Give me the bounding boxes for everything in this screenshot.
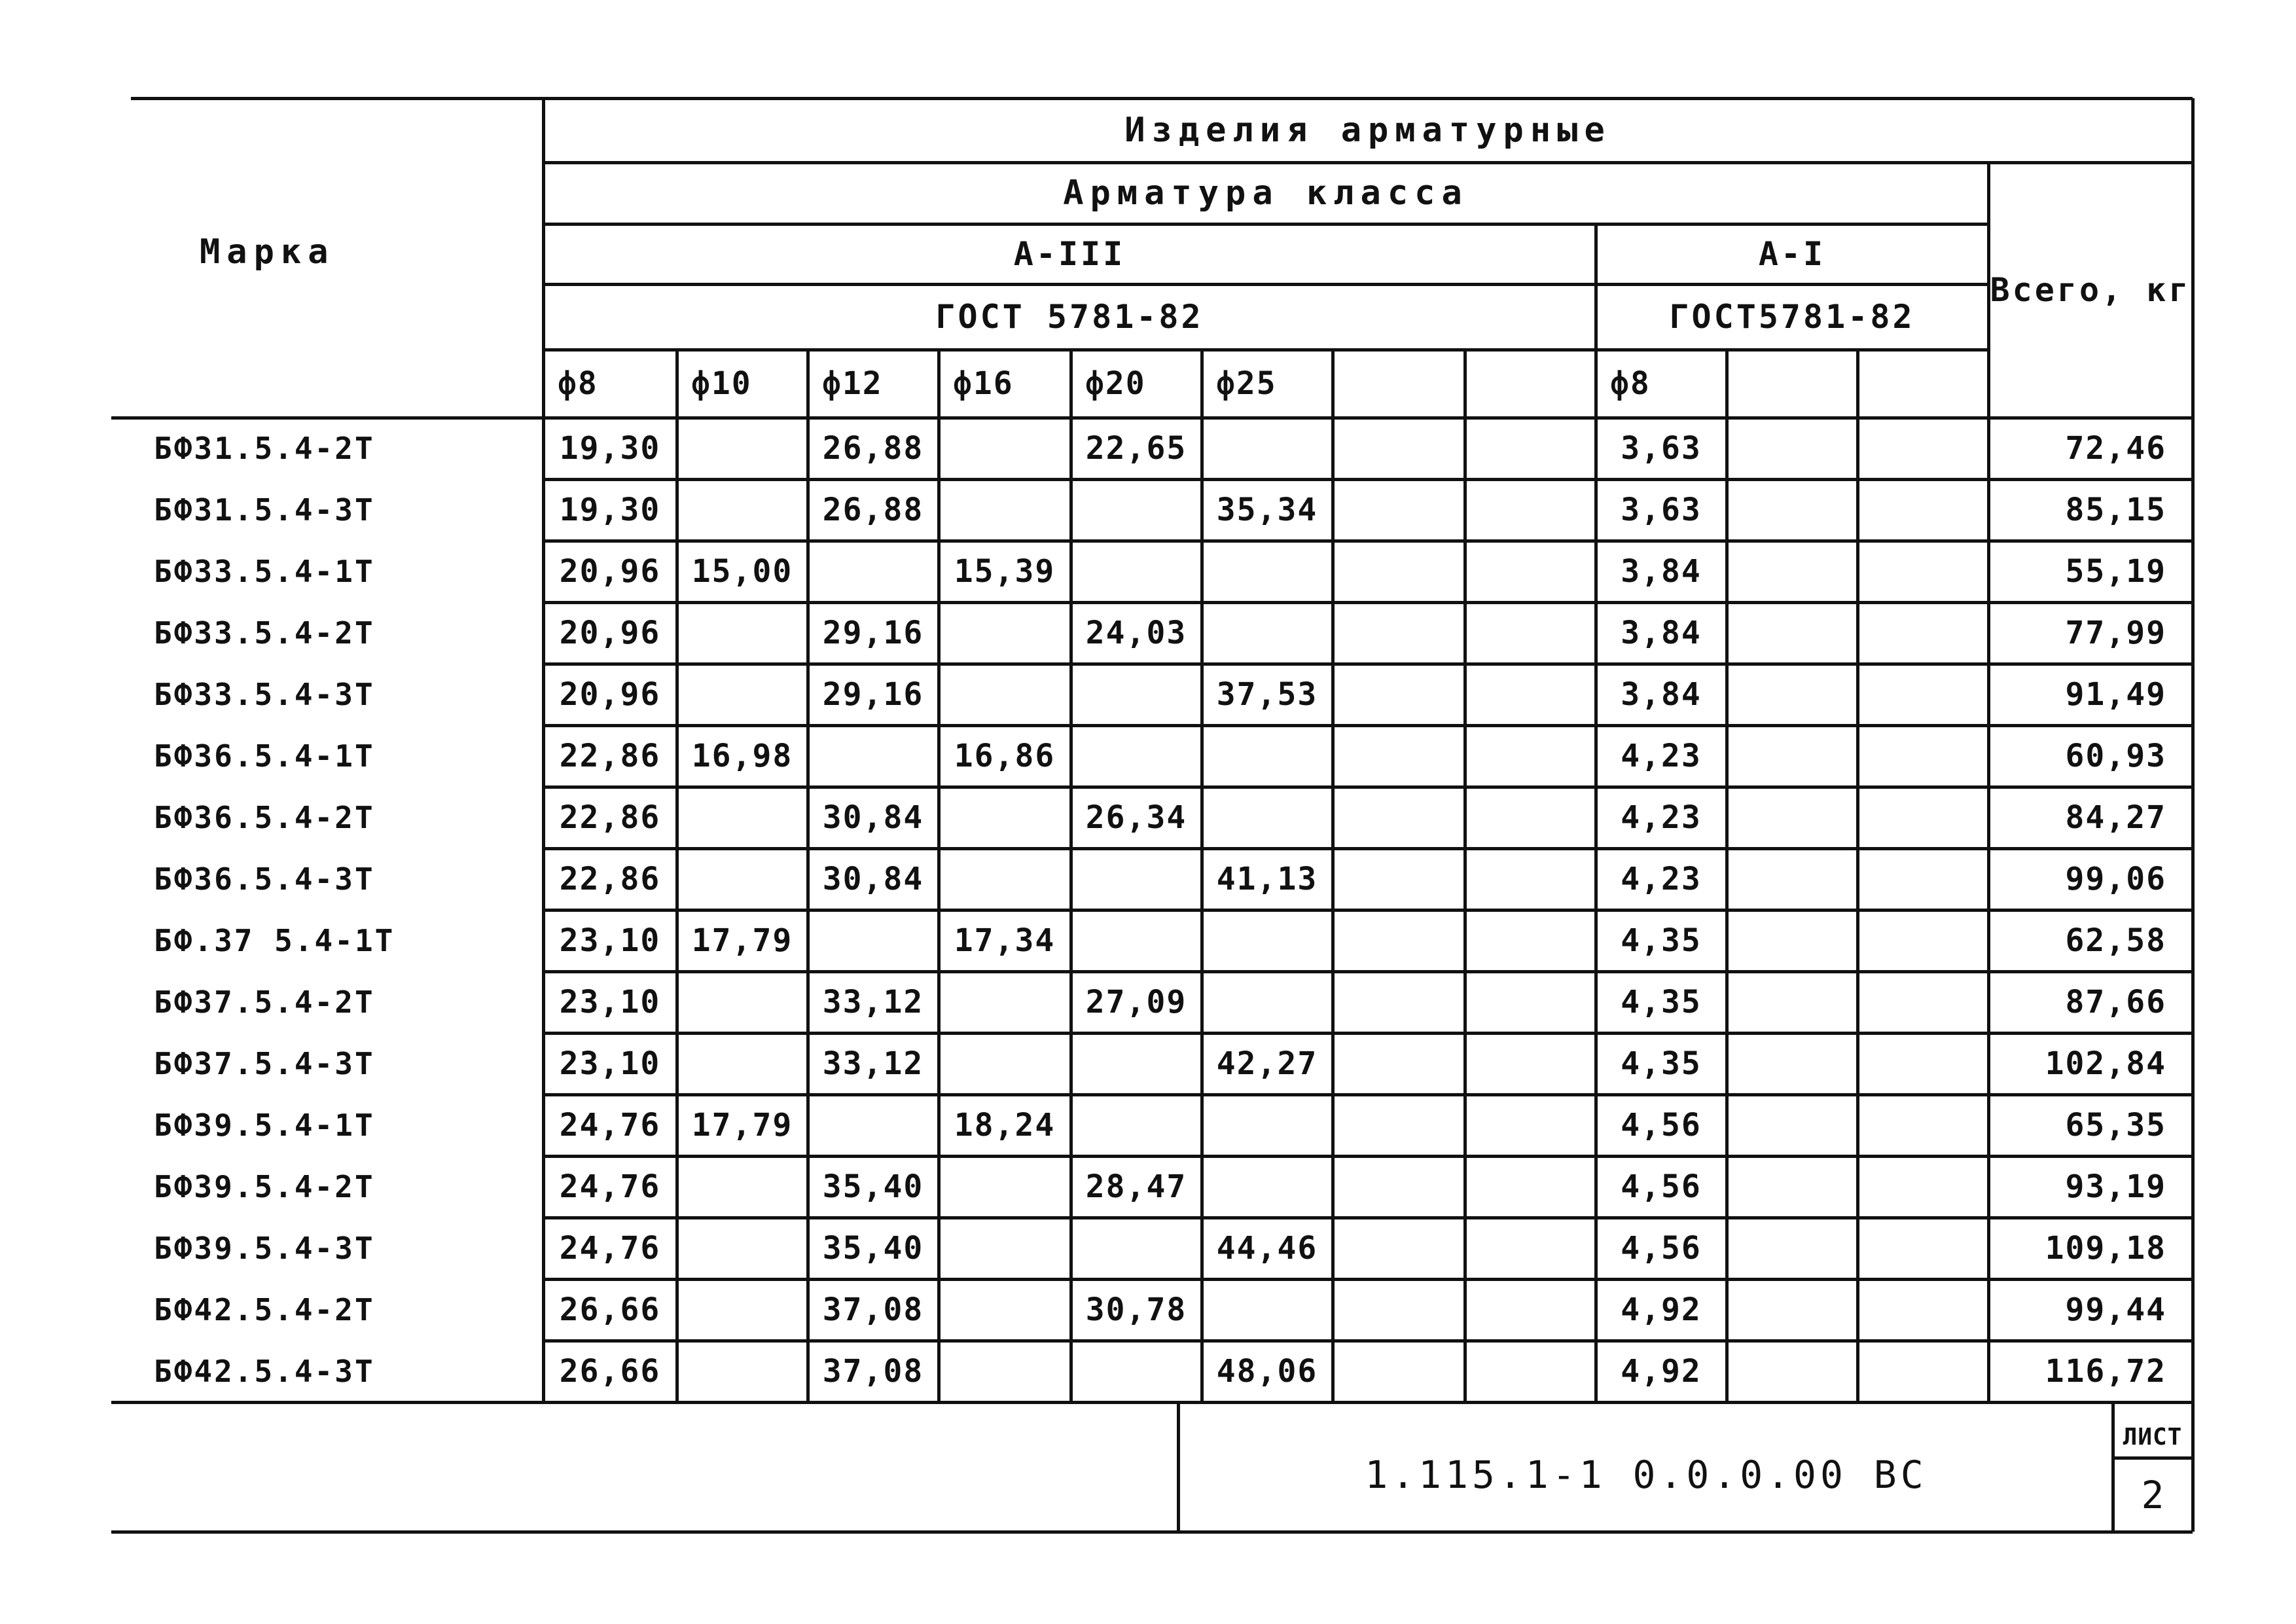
row-value	[1857, 1094, 1988, 1156]
row-total: 109,18	[2045, 1230, 2166, 1267]
row-value: 4,56	[1621, 1168, 1702, 1205]
row-value	[1857, 848, 1988, 910]
row-value: 18,24	[954, 1107, 1056, 1144]
row-value	[677, 1218, 808, 1279]
total-header: Всего, кг	[1990, 271, 2191, 309]
row-value	[1857, 664, 1988, 725]
row-value	[1465, 848, 1596, 910]
row-value: 29,16	[822, 615, 924, 651]
row-value	[1465, 602, 1596, 664]
row-value: 48,06	[1216, 1353, 1318, 1390]
row-value	[1202, 971, 1333, 1033]
row-value	[939, 1279, 1071, 1341]
row-mark: БФ.37 5.4-1Т	[154, 923, 395, 958]
row-value: 3,63	[1621, 492, 1702, 528]
row-value: 23,10	[559, 1045, 661, 1082]
row-value: 3,63	[1621, 430, 1702, 467]
row-value: 22,86	[559, 799, 661, 836]
row-value	[1333, 479, 1465, 541]
row-value	[1727, 1094, 1857, 1156]
row-value	[1727, 1279, 1857, 1341]
row-value	[1857, 910, 1988, 971]
row-value	[939, 1156, 1071, 1218]
row-value: 17,34	[954, 922, 1056, 959]
row-value	[677, 1033, 808, 1094]
row-value	[939, 1218, 1071, 1279]
row-value	[1333, 602, 1465, 664]
row-value: 4,35	[1621, 922, 1702, 959]
products-header: Изделия арматурные	[1124, 111, 1611, 150]
row-value	[1857, 725, 1988, 787]
row-value: 3,84	[1621, 676, 1702, 713]
row-value: 4,23	[1621, 738, 1702, 774]
row-value	[1465, 479, 1596, 541]
diameter-header: ф8	[558, 365, 598, 402]
row-value	[1857, 1341, 1988, 1402]
row-value	[1465, 787, 1596, 848]
row-value	[1465, 725, 1596, 787]
row-value	[1727, 848, 1857, 910]
row-value	[808, 541, 939, 602]
row-value	[939, 971, 1071, 1033]
document-code: 1.115.1-1 0.0.0.00 ВС	[1365, 1452, 1928, 1497]
row-mark: БФ42.5.4-3Т	[154, 1354, 375, 1389]
diameter-header: ф25	[1216, 365, 1277, 402]
row-value: 15,39	[954, 553, 1056, 590]
row-value	[1202, 1279, 1333, 1341]
row-value: 22,65	[1085, 430, 1187, 467]
row-value	[1727, 787, 1857, 848]
row-value: 4,92	[1621, 1353, 1702, 1390]
row-value: 4,23	[1621, 861, 1702, 897]
rebar-class-header: Арматура класса	[1063, 173, 1469, 213]
row-value	[808, 910, 939, 971]
row-value: 19,30	[559, 492, 661, 528]
row-value	[1333, 910, 1465, 971]
row-value: 30,84	[822, 799, 924, 836]
row-value	[1071, 848, 1202, 910]
row-mark: БФ31.5.4-3Т	[154, 492, 375, 528]
row-mark: БФ39.5.4-1Т	[154, 1108, 375, 1143]
row-total: 60,93	[2065, 738, 2166, 774]
row-value	[1465, 1341, 1596, 1402]
row-value: 33,12	[822, 1045, 924, 1082]
row-value: 33,12	[822, 984, 924, 1020]
row-value: 35,40	[822, 1168, 924, 1205]
row-value	[939, 1341, 1071, 1402]
row-value: 17,79	[691, 922, 793, 959]
row-value	[1071, 1218, 1202, 1279]
row-value	[1333, 787, 1465, 848]
row-value	[1727, 1218, 1857, 1279]
row-mark: БФ36.5.4-3Т	[154, 861, 375, 897]
row-value	[1333, 848, 1465, 910]
row-value: 24,76	[559, 1107, 661, 1144]
diameter-header: ф16	[953, 365, 1014, 402]
row-value	[1727, 602, 1857, 664]
row-value	[939, 848, 1071, 910]
row-value	[1727, 479, 1857, 541]
row-value: 19,30	[559, 430, 661, 467]
row-value	[1202, 602, 1333, 664]
row-value: 23,10	[559, 984, 661, 1020]
row-total: 87,66	[2065, 984, 2166, 1020]
row-value: 16,98	[691, 738, 793, 774]
row-value	[1071, 1341, 1202, 1402]
row-mark: БФ31.5.4-2Т	[154, 431, 375, 466]
row-value	[1465, 1156, 1596, 1218]
row-value	[677, 664, 808, 725]
row-value: 30,84	[822, 861, 924, 897]
row-value	[1202, 541, 1333, 602]
row-value	[1202, 787, 1333, 848]
row-total: 55,19	[2065, 553, 2166, 590]
row-value: 41,13	[1216, 861, 1318, 897]
row-value	[1071, 910, 1202, 971]
row-value	[1202, 1094, 1333, 1156]
row-value	[1465, 971, 1596, 1033]
row-mark: БФ39.5.4-3Т	[154, 1231, 375, 1266]
sheet-label: ЛИСТ	[2123, 1424, 2183, 1451]
row-value: 23,10	[559, 922, 661, 959]
row-value	[939, 787, 1071, 848]
row-value	[1465, 1218, 1596, 1279]
row-value	[677, 479, 808, 541]
row-value	[1333, 1341, 1465, 1402]
row-total: 72,46	[2065, 430, 2166, 467]
row-value: 30,78	[1085, 1291, 1187, 1328]
row-value: 26,66	[559, 1291, 661, 1328]
row-value: 27,09	[1085, 984, 1187, 1020]
row-total: 93,19	[2065, 1168, 2166, 1205]
row-mark: БФ37.5.4-2Т	[154, 984, 375, 1020]
row-value	[1333, 664, 1465, 725]
row-value	[1465, 1033, 1596, 1094]
row-mark: БФ33.5.4-3Т	[154, 677, 375, 712]
row-value	[808, 725, 939, 787]
row-total: 102,84	[2045, 1045, 2166, 1082]
row-value	[1727, 541, 1857, 602]
row-value	[1857, 418, 1988, 479]
row-total: 65,35	[2065, 1107, 2166, 1144]
row-total: 84,27	[2065, 799, 2166, 836]
row-value: 4,23	[1621, 799, 1702, 836]
row-value	[1071, 664, 1202, 725]
gost-a3-header: ГОСТ 5781-82	[935, 298, 1204, 336]
row-mark: БФ36.5.4-1Т	[154, 738, 375, 774]
row-value: 22,86	[559, 738, 661, 774]
diameter-header	[1347, 350, 1465, 418]
row-value	[1727, 664, 1857, 725]
class-a3-header: А-III	[1013, 235, 1126, 273]
row-value	[1465, 1279, 1596, 1341]
row-value	[1857, 971, 1988, 1033]
row-value	[677, 971, 808, 1033]
row-value	[1071, 725, 1202, 787]
row-value	[1727, 418, 1857, 479]
row-value	[677, 1341, 808, 1402]
row-value	[677, 602, 808, 664]
row-value	[1333, 1218, 1465, 1279]
row-value	[1071, 479, 1202, 541]
row-value: 26,88	[822, 430, 924, 467]
mark-header: Марка	[200, 232, 335, 272]
row-value: 44,46	[1216, 1230, 1318, 1267]
row-value	[1727, 971, 1857, 1033]
row-value	[1857, 1279, 1988, 1341]
row-total: 116,72	[2045, 1353, 2166, 1390]
row-value	[1727, 725, 1857, 787]
row-value: 24,03	[1085, 615, 1187, 651]
row-value	[1857, 1218, 1988, 1279]
row-value: 24,76	[559, 1230, 661, 1267]
row-mark: БФ37.5.4-3Т	[154, 1046, 375, 1081]
row-value	[1202, 725, 1333, 787]
row-value	[677, 1156, 808, 1218]
row-value: 35,34	[1216, 492, 1318, 528]
row-total: 62,58	[2065, 922, 2166, 959]
row-value: 4,35	[1621, 984, 1702, 1020]
diameter-header	[1741, 350, 1857, 418]
row-value	[1465, 541, 1596, 602]
row-value	[1202, 418, 1333, 479]
row-value	[1333, 541, 1465, 602]
row-total: 99,06	[2065, 861, 2166, 897]
row-value: 35,40	[822, 1230, 924, 1267]
row-value	[1857, 1033, 1988, 1094]
row-value: 20,96	[559, 676, 661, 713]
row-value: 4,56	[1621, 1230, 1702, 1267]
row-value: 4,56	[1621, 1107, 1702, 1144]
row-mark: БФ33.5.4-2Т	[154, 615, 375, 651]
row-value	[1333, 971, 1465, 1033]
row-value	[1465, 418, 1596, 479]
diameter-header	[1872, 350, 1988, 418]
row-value	[1333, 725, 1465, 787]
row-value	[1857, 541, 1988, 602]
row-value: 29,16	[822, 676, 924, 713]
row-value	[808, 1094, 939, 1156]
diameter-header: ф8	[1610, 365, 1651, 402]
row-value	[1727, 910, 1857, 971]
diameter-header	[1479, 350, 1596, 418]
row-value	[1857, 479, 1988, 541]
row-total: 85,15	[2065, 492, 2166, 528]
row-value: 16,86	[954, 738, 1056, 774]
row-value	[939, 479, 1071, 541]
row-value	[1202, 1156, 1333, 1218]
row-value	[1071, 1094, 1202, 1156]
row-value	[1071, 541, 1202, 602]
row-value	[939, 1033, 1071, 1094]
row-value	[1071, 1033, 1202, 1094]
row-value	[1465, 910, 1596, 971]
row-mark: БФ39.5.4-2Т	[154, 1169, 375, 1204]
row-mark: БФ42.5.4-2Т	[154, 1292, 375, 1327]
row-value	[1857, 602, 1988, 664]
diameter-header: ф20	[1085, 365, 1146, 402]
row-value	[1727, 1033, 1857, 1094]
row-value: 37,53	[1216, 676, 1318, 713]
row-value	[1333, 1094, 1465, 1156]
row-value	[1333, 418, 1465, 479]
row-value: 4,92	[1621, 1291, 1702, 1328]
row-value: 26,34	[1085, 799, 1187, 836]
row-value: 42,27	[1216, 1045, 1318, 1082]
row-total: 99,44	[2065, 1291, 2166, 1328]
row-value: 20,96	[559, 553, 661, 590]
row-value	[677, 848, 808, 910]
row-value	[1333, 1156, 1465, 1218]
diameter-header: ф12	[822, 365, 883, 402]
row-value	[677, 1279, 808, 1341]
row-value	[1727, 1341, 1857, 1402]
row-value: 4,35	[1621, 1045, 1702, 1082]
row-value: 28,47	[1085, 1168, 1187, 1205]
row-value	[677, 787, 808, 848]
row-value: 37,08	[822, 1291, 924, 1328]
row-mark: БФ36.5.4-2Т	[154, 800, 375, 835]
sheet-number: 2	[2141, 1472, 2164, 1517]
row-value	[939, 664, 1071, 725]
row-value	[1202, 910, 1333, 971]
row-value	[1465, 664, 1596, 725]
row-mark: БФ33.5.4-1Т	[154, 554, 375, 589]
row-value	[939, 602, 1071, 664]
row-value	[1465, 1094, 1596, 1156]
gost-a1-header: ГОСТ5781-82	[1669, 298, 1915, 336]
row-value	[1727, 1156, 1857, 1218]
row-value: 37,08	[822, 1353, 924, 1390]
row-value: 17,79	[691, 1107, 793, 1144]
row-value: 24,76	[559, 1168, 661, 1205]
row-value: 20,96	[559, 615, 661, 651]
row-value: 3,84	[1621, 553, 1702, 590]
row-value	[1857, 787, 1988, 848]
row-value: 3,84	[1621, 615, 1702, 651]
row-total: 91,49	[2065, 676, 2166, 713]
row-value: 22,86	[559, 861, 661, 897]
row-value: 26,88	[822, 492, 924, 528]
row-value	[1333, 1033, 1465, 1094]
row-value: 15,00	[691, 553, 793, 590]
class-a1-header: А-I	[1758, 235, 1826, 273]
row-value: 26,66	[559, 1353, 661, 1390]
row-total: 77,99	[2065, 615, 2166, 651]
row-value	[677, 418, 808, 479]
diameter-header: ф10	[691, 365, 752, 402]
row-value	[1333, 1279, 1465, 1341]
row-value	[1857, 1156, 1988, 1218]
row-value	[939, 418, 1071, 479]
